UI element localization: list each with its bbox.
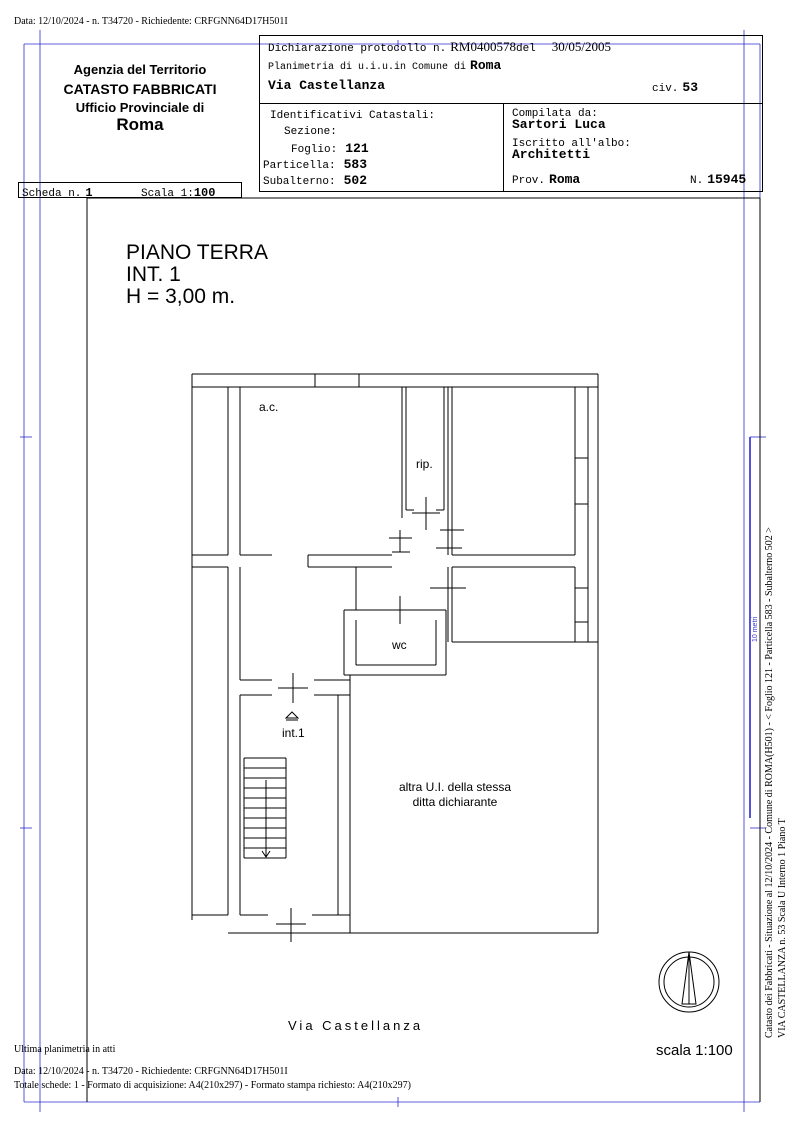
compilata-value: Sartori Luca <box>512 117 606 132</box>
other-unit-line2: ditta dichiarante <box>412 795 498 809</box>
plan-label: Planimetria di u.i.u.in Comune di <box>268 62 467 73</box>
protocol-date: 30/05/2005 <box>551 39 612 54</box>
prov-label: Prov. <box>512 175 546 187</box>
side-text-line2: VIA CASTELLANZA n. 53 Scala U Interno 1 Piano T <box>777 818 788 1038</box>
unit-label: int.1 <box>282 726 305 740</box>
stamp-top: Data: 12/10/2024 - n. T34720 - Richiedente: CRFGNN64D17H501I <box>14 16 288 27</box>
plan-floor: PIANO TERRA <box>126 241 268 264</box>
identifiers-title: Identificativi Catastali: <box>270 110 436 122</box>
footer-line1: Data: 12/10/2024 - n. T34720 - Richiedente: CRFGNN64D17H501I <box>14 1066 288 1077</box>
del-label: del <box>515 43 536 55</box>
office-city: Roma <box>116 115 164 134</box>
compilata-label: Compilata da: <box>512 108 598 120</box>
plan-height: H = 3,00 m. <box>126 285 236 308</box>
scale-note: scala 1:100 <box>656 1042 733 1059</box>
n-label: N. <box>690 175 704 187</box>
subalterno-label: Subalterno: <box>263 176 336 188</box>
street-value: Via Castellanza <box>268 78 386 93</box>
catasto-title: CATASTO FABBRICATI <box>63 81 217 97</box>
sezione-label: Sezione: <box>284 126 337 138</box>
iscritto-label: Iscritto all'albo: <box>512 138 631 150</box>
room-rip: rip. <box>416 457 433 471</box>
foglio-value: 121 <box>345 141 369 156</box>
particella-value: 583 <box>343 157 368 172</box>
plan-unit: INT. 1 <box>126 263 181 286</box>
iscritto-value: Architetti <box>512 147 591 162</box>
n-value: 15945 <box>707 172 747 187</box>
civ-label: civ. <box>652 83 679 95</box>
protocol-label: Dichiarazione protocollo n. <box>268 43 447 55</box>
street-label: Via Castellanza <box>288 1018 424 1033</box>
scale-label: Scala 1: <box>141 188 194 200</box>
other-unit-line1: altra U.I. della stessa <box>398 780 512 794</box>
scale-value: 100 <box>193 186 216 200</box>
scheda-value: 1 <box>85 186 93 200</box>
prov-value: Roma <box>549 172 581 187</box>
north-arrow-icon <box>659 952 719 1012</box>
last-plan-note: Ultima planimetria in atti <box>14 1044 116 1055</box>
subalterno-value: 502 <box>343 173 368 188</box>
room-wc: wc <box>392 638 407 652</box>
side-text-line1: Catasto dei Fabbricati - Situazione al 12/10/2024 - Comune di ROMA(H501) - < Foglio 121 - Particella 583 - Subalterno 502 > <box>764 527 775 1038</box>
particella-label: Particella: <box>263 160 336 172</box>
footer-line2: Totale schede: 1 - Formato di acquisizione: A4(210x297) - Formato stampa richiesto: A4(210x297) <box>14 1080 411 1091</box>
room-ac: a.c. <box>259 400 279 414</box>
ruler-label: 10 metri <box>752 616 759 642</box>
comune-value: Roma <box>470 58 502 73</box>
agency-name: Agenzia del Territorio <box>73 62 207 77</box>
foglio-label: Foglio: <box>291 144 338 156</box>
other-unit-note <box>360 780 550 810</box>
protocol-value: RM0400578 <box>450 39 516 54</box>
scheda-label: Scheda n. <box>22 188 82 200</box>
office-label: Ufficio Provinciale di <box>75 100 205 115</box>
civ-value: 53 <box>682 80 699 95</box>
